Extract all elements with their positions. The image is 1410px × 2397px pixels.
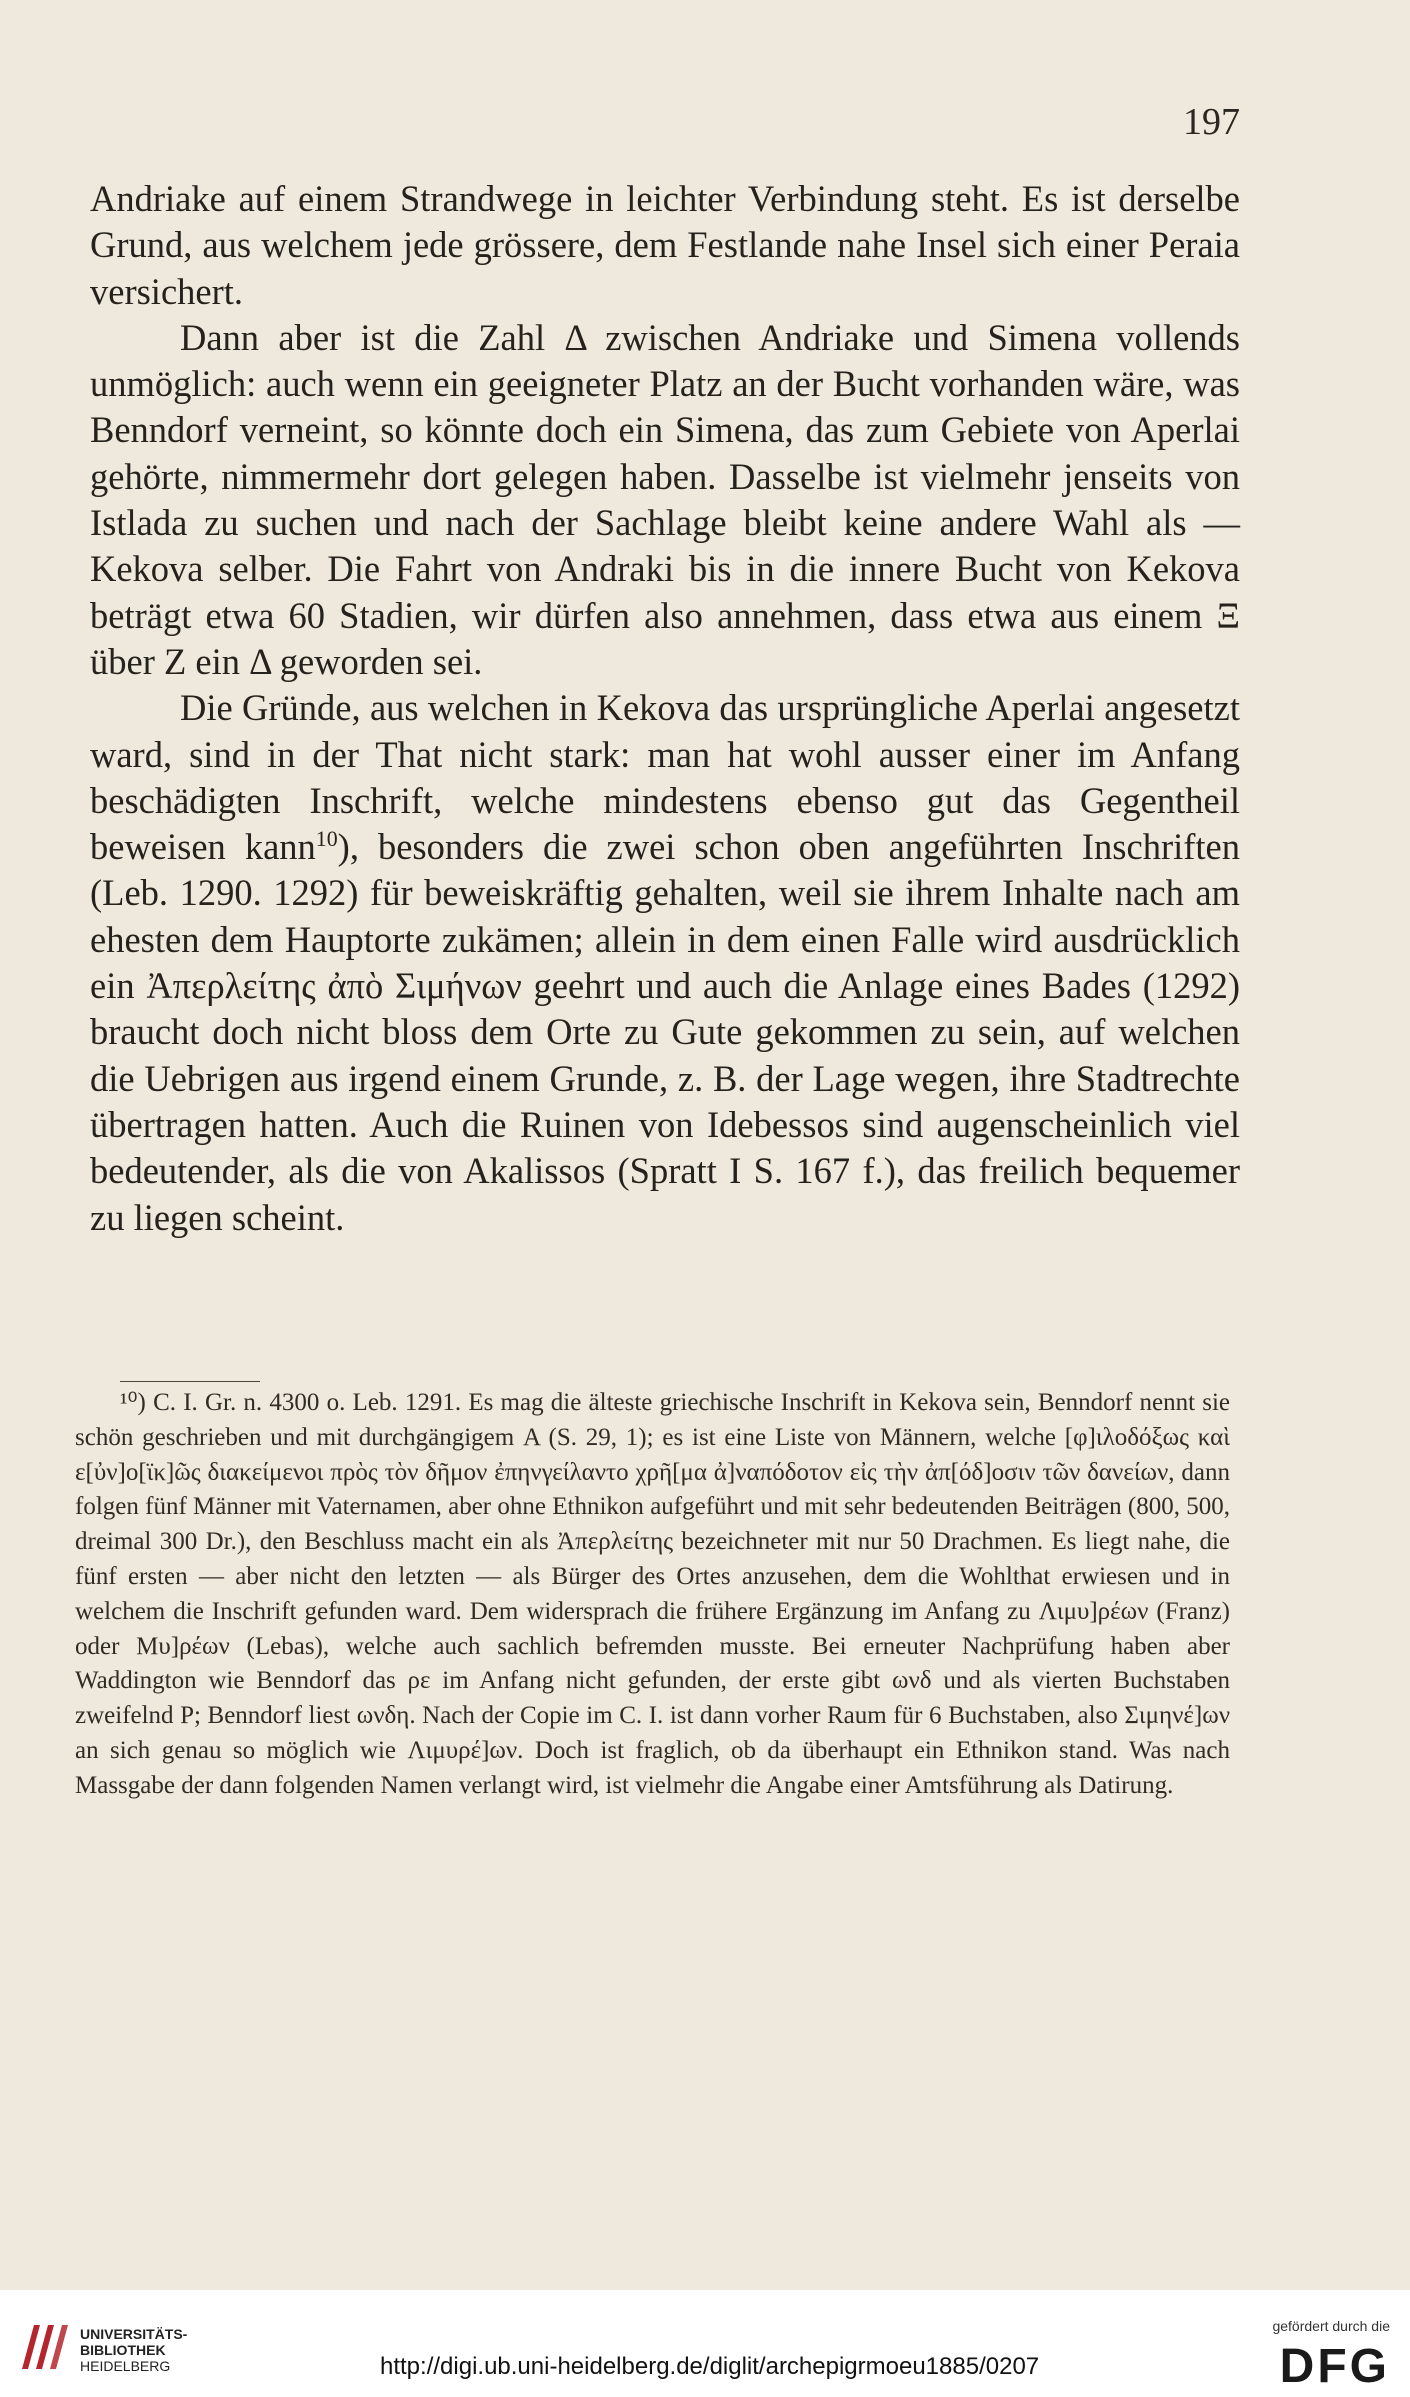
institution-line-1: UNIVERSITÄTS- bbox=[80, 2326, 188, 2342]
footnote-marker: ¹⁰) bbox=[120, 1389, 146, 1416]
footnote-text: C. I. Gr. n. 4300 o. Leb. 1291. Es mag die älteste griechische Inschrift in Kekova sein, Benndorf nennt sie schön geschrieben und mit durchgängigem Α (S. 29, 1); es ist eine Liste von Männern, welche [φ]ιλοδόξως καὶ ε[ὐν]ο[ϊκ]ῶς διακείμενοι πρὸς τὸν δῆμον ἐπηνγείλαντο χρῆ[μα ἀ]ναπόδοτον εἰς τὴν ἀπ[όδ]οσιν τῶν δανείων, dann folgen fünf Männer mit Vaternamen, aber ohne Ethnikon aufgeführt und mit sehr bedeutenden Beiträgen (800, 500, dreimal 300 Dr.), den Beschluss macht ein als Ἀπερλείτης bezeichneter mit nur 50 Drachmen. Es liegt nahe, die fünf ersten — aber nicht den letzten — als Bürger des Ortes anzusehen, dem die Wohlthat erwiesen und in welchem die Inschrift gefunden ward. Dem widersprach die frühere Ergänzung im Anfang zu Λιμυ]ρέων (Franz) oder Μυ]ρέων (Lebas), welche auch sachlich befremden musste. Bei erneuter Nachprüfung haben aber Waddington wie Benndorf das ρε im Anfang nicht gefunden, der erste gibt ωνδ und als vierten Buchstaben zweifelnd Ρ; Benndorf liest ωνδη. Nach der Copie im C. I. ist dann vorher Raum für 6 Buchstaben, also Σιμηνέ]ων an sich genau so möglich wie Λιμυρέ]ων. Doch ist fraglich, ob da überhaupt ein Ethnikon stand. Was nach Massgabe der dann folgenden Namen verlangt wird, ist vielmehr die Angabe einer Amtsführung als Datirung. bbox=[75, 1389, 1231, 1799]
paragraph-2: Dann aber ist die Zahl Δ zwischen Andriake und Simena vollends unmöglich: auch wenn ein geeigneter Platz an der Bucht vorhanden wäre, was Benndorf verneint, so könnte doch ein Simena, das zum Gebiete von Aperlai gehörte, nimmermehr dort gelegen haben. Dasselbe ist vielmehr jenseits von Istlada zu suchen und nach der Sachlage bleibt keine andere Wahl als — Kekova selber. Die Fahrt von Andraki bis in die innere Bucht von Kekova beträgt etwa 60 Stadien, wir dürfen also annehmen, dass etwa aus einem Ξ über Ζ ein Δ geworden sei. bbox=[90, 316, 1240, 682]
digital-library-link[interactable]: http://digi.ub.uni-heidelberg.de/diglit/archepigrmoeu1885/0207 bbox=[380, 2353, 1040, 2380]
footnote bbox=[75, 1386, 1230, 1804]
paragraph-3-part-2: ), besonders die zwei schon oben angeführten Inschriften (Leb. 1290. 1292) für beweiskräftig gehalten, weil sie ihrem Inhalte nach am ehesten dem Hauptorte zukämen; allein in dem einen Falle wird ausdrücklich ein Ἀπερλείτης ἀπὸ Σιμήνων geehrt und auch die Anlage eines Bades (1292) braucht doch nicht bloss dem Orte zu Gute gekommen zu sein, auf welchen die Uebrigen aus irgend einem Grunde, z. B. der Lage wegen, ihre Stadtrechte übertragen hatten. Auch die Ruinen von Idebessos sind augenscheinlich viel bedeutender, als die von Akalissos (Spratt I S. 167 f.), das freilich bequemer zu liegen scheint. bbox=[90, 826, 1240, 1238]
institution-line-2: BIBLIOTHEK bbox=[80, 2342, 166, 2358]
footnote-reference: 10 bbox=[315, 826, 338, 851]
university-library-logo-icon bbox=[14, 2319, 72, 2375]
dfg-logo: DFG bbox=[1279, 2340, 1390, 2393]
main-text bbox=[90, 176, 1240, 1241]
university-library-name bbox=[80, 2326, 240, 2374]
institution-line-3: HEIDELBERG bbox=[80, 2358, 171, 2374]
paragraph-3-part-1: Die Gründe, aus welchen in Kekova das ursprüngliche Aperlai angesetzt ward, sind in der That nicht stark: man hat wohl ausser einer im Anfang beschädigten Inschrift, welche mindestens ebenso gut das Gegentheil beweisen kann bbox=[90, 687, 1240, 868]
footnote-divider bbox=[120, 1381, 260, 1382]
funded-by-label: gefördert durch die bbox=[1272, 2318, 1390, 2334]
paragraph-1: Andriake auf einem Strandwege in leichter Verbindung steht. Es ist derselbe Grund, aus welchem jede grössere, dem Festlande nahe Insel sich einer Peraia versichert. bbox=[90, 178, 1240, 312]
paragraph-3 bbox=[90, 685, 1240, 1241]
page-number: 197 bbox=[1183, 101, 1240, 143]
